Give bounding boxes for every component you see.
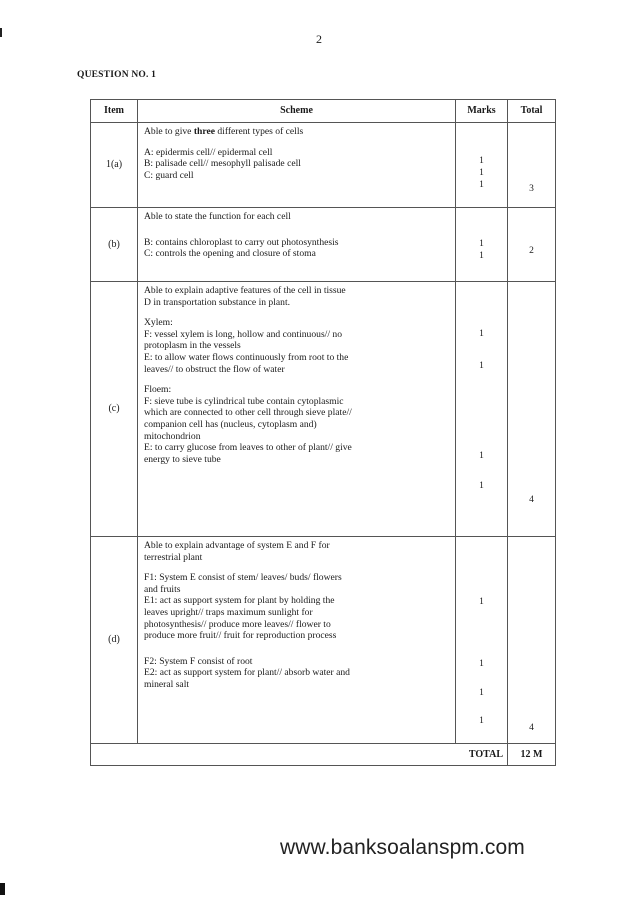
mark-value: 1 xyxy=(479,156,484,166)
scheme-intro: Able to explain adaptive features of the cell in tissue xyxy=(144,285,346,296)
scheme-intro xyxy=(144,126,449,138)
total-value: 3 xyxy=(529,184,534,194)
scheme-cell xyxy=(138,123,456,208)
total-cell xyxy=(508,537,556,744)
answer-line: B: palisade cell// mesophyll palisade cell xyxy=(144,158,301,170)
grand-total-label: TOTAL xyxy=(91,744,508,766)
answer-line: E2: act as support system for plant// absorb water and xyxy=(144,667,350,679)
mark-value: 1 xyxy=(479,688,484,698)
marks-cell xyxy=(456,282,508,537)
mark-value: 1 xyxy=(479,329,484,339)
intro-emphasis: three xyxy=(193,126,215,137)
answer-line: C: guard cell xyxy=(144,169,194,181)
scheme-intro: D in transportation substance in plant. xyxy=(144,296,291,308)
answer-line: photosynthesis// produce more leaves// flower to xyxy=(144,618,331,630)
website-watermark: www.banksoalanspm.com xyxy=(280,836,525,859)
scheme-intro: terrestrial plant xyxy=(144,551,203,563)
table-row xyxy=(91,537,556,744)
scheme-cell xyxy=(138,208,456,282)
answer-line: and fruits xyxy=(144,583,181,595)
answer-line: mineral salt xyxy=(144,678,190,690)
header-marks: Marks xyxy=(456,100,508,123)
total-value: 4 xyxy=(529,495,534,505)
answer-line: B: contains chloroplast to carry out photosynthesis xyxy=(144,236,339,248)
answer-line: leaves upright// traps maximum sunlight for xyxy=(144,606,313,618)
mark-value: 1 xyxy=(479,659,484,669)
answer-line: F1: System E consist of stem/ leaves/ buds/ flowers xyxy=(144,572,342,584)
table-row xyxy=(91,282,556,537)
mark-value: 1 xyxy=(479,597,484,607)
answer-line: which are connected to other cell through sieve plate// xyxy=(144,407,352,419)
marking-scheme-table xyxy=(90,99,556,766)
answer-line: energy to sieve tube xyxy=(144,453,221,465)
grand-total-value: 12 M xyxy=(508,744,556,766)
answer-line: A: epidermis cell// epidermal cell xyxy=(144,146,273,158)
scheme-intro: Able to explain advantage of system E and F for xyxy=(144,540,330,551)
answer-line: E1: act as support system for plant by holding the xyxy=(144,595,335,607)
answer-line: F: sieve tube is cylindrical tube contain cytoplasmic xyxy=(144,395,344,407)
item-label: 1(a) xyxy=(91,123,138,208)
header-item: Item xyxy=(91,100,138,123)
answer-line: produce more fruit// fruit for reproduction process xyxy=(144,630,337,642)
total-cell xyxy=(508,282,556,537)
scheme-cell xyxy=(138,537,456,744)
answer-line: mitochondrion xyxy=(144,430,201,442)
table-header-row xyxy=(91,100,556,123)
mark-value: 1 xyxy=(479,180,484,190)
answer-line: C: controls the opening and closure of stoma xyxy=(144,248,316,260)
mark-value: 1 xyxy=(479,481,484,491)
table-row xyxy=(91,123,556,208)
item-label: (c) xyxy=(91,282,138,537)
scan-edge-mark xyxy=(0,883,5,895)
intro-text: different types of cells xyxy=(214,126,304,137)
answer-line: E: to allow water flows continuously from root to the xyxy=(144,351,349,363)
header-total: Total xyxy=(508,100,556,123)
mark-value: 1 xyxy=(479,168,484,178)
mark-value: 1 xyxy=(479,239,484,249)
marks-cell xyxy=(456,208,508,282)
scheme-intro: Able to state the function for each cell xyxy=(144,211,291,222)
page-number: 2 xyxy=(316,32,322,46)
answer-line: leaves// to obstruct the flow of water xyxy=(144,363,285,375)
subheading-xylem: Xylem: xyxy=(144,317,173,329)
item-label: (b) xyxy=(91,208,138,282)
total-cell xyxy=(508,123,556,208)
total-value: 2 xyxy=(529,246,534,256)
answer-line: F2: System F consist of root xyxy=(144,655,253,667)
item-label: (d) xyxy=(91,537,138,744)
header-scheme: Scheme xyxy=(138,100,456,123)
mark-value: 1 xyxy=(479,451,484,461)
marks-cell xyxy=(456,537,508,744)
subheading-floem: Floem: xyxy=(144,384,172,396)
answer-line: protoplasm in the vessels xyxy=(144,340,241,352)
total-value: 4 xyxy=(529,723,534,733)
mark-value: 1 xyxy=(479,361,484,371)
mark-value: 1 xyxy=(479,716,484,726)
total-row xyxy=(91,744,556,766)
answer-line: companion cell has (nucleus, cytoplasm and) xyxy=(144,418,317,430)
answer-line: F: vessel xylem is long, hollow and continuous// no xyxy=(144,328,342,340)
marks-cell xyxy=(456,123,508,208)
mark-value: 1 xyxy=(479,251,484,261)
intro-text: Able to give xyxy=(144,126,194,137)
question-heading: QUESTION NO. 1 xyxy=(77,70,157,80)
table-row xyxy=(91,208,556,282)
scheme-cell xyxy=(138,282,456,537)
answer-line: E: to carry glucose from leaves to other of plant// give xyxy=(144,442,352,454)
total-cell xyxy=(508,208,556,282)
